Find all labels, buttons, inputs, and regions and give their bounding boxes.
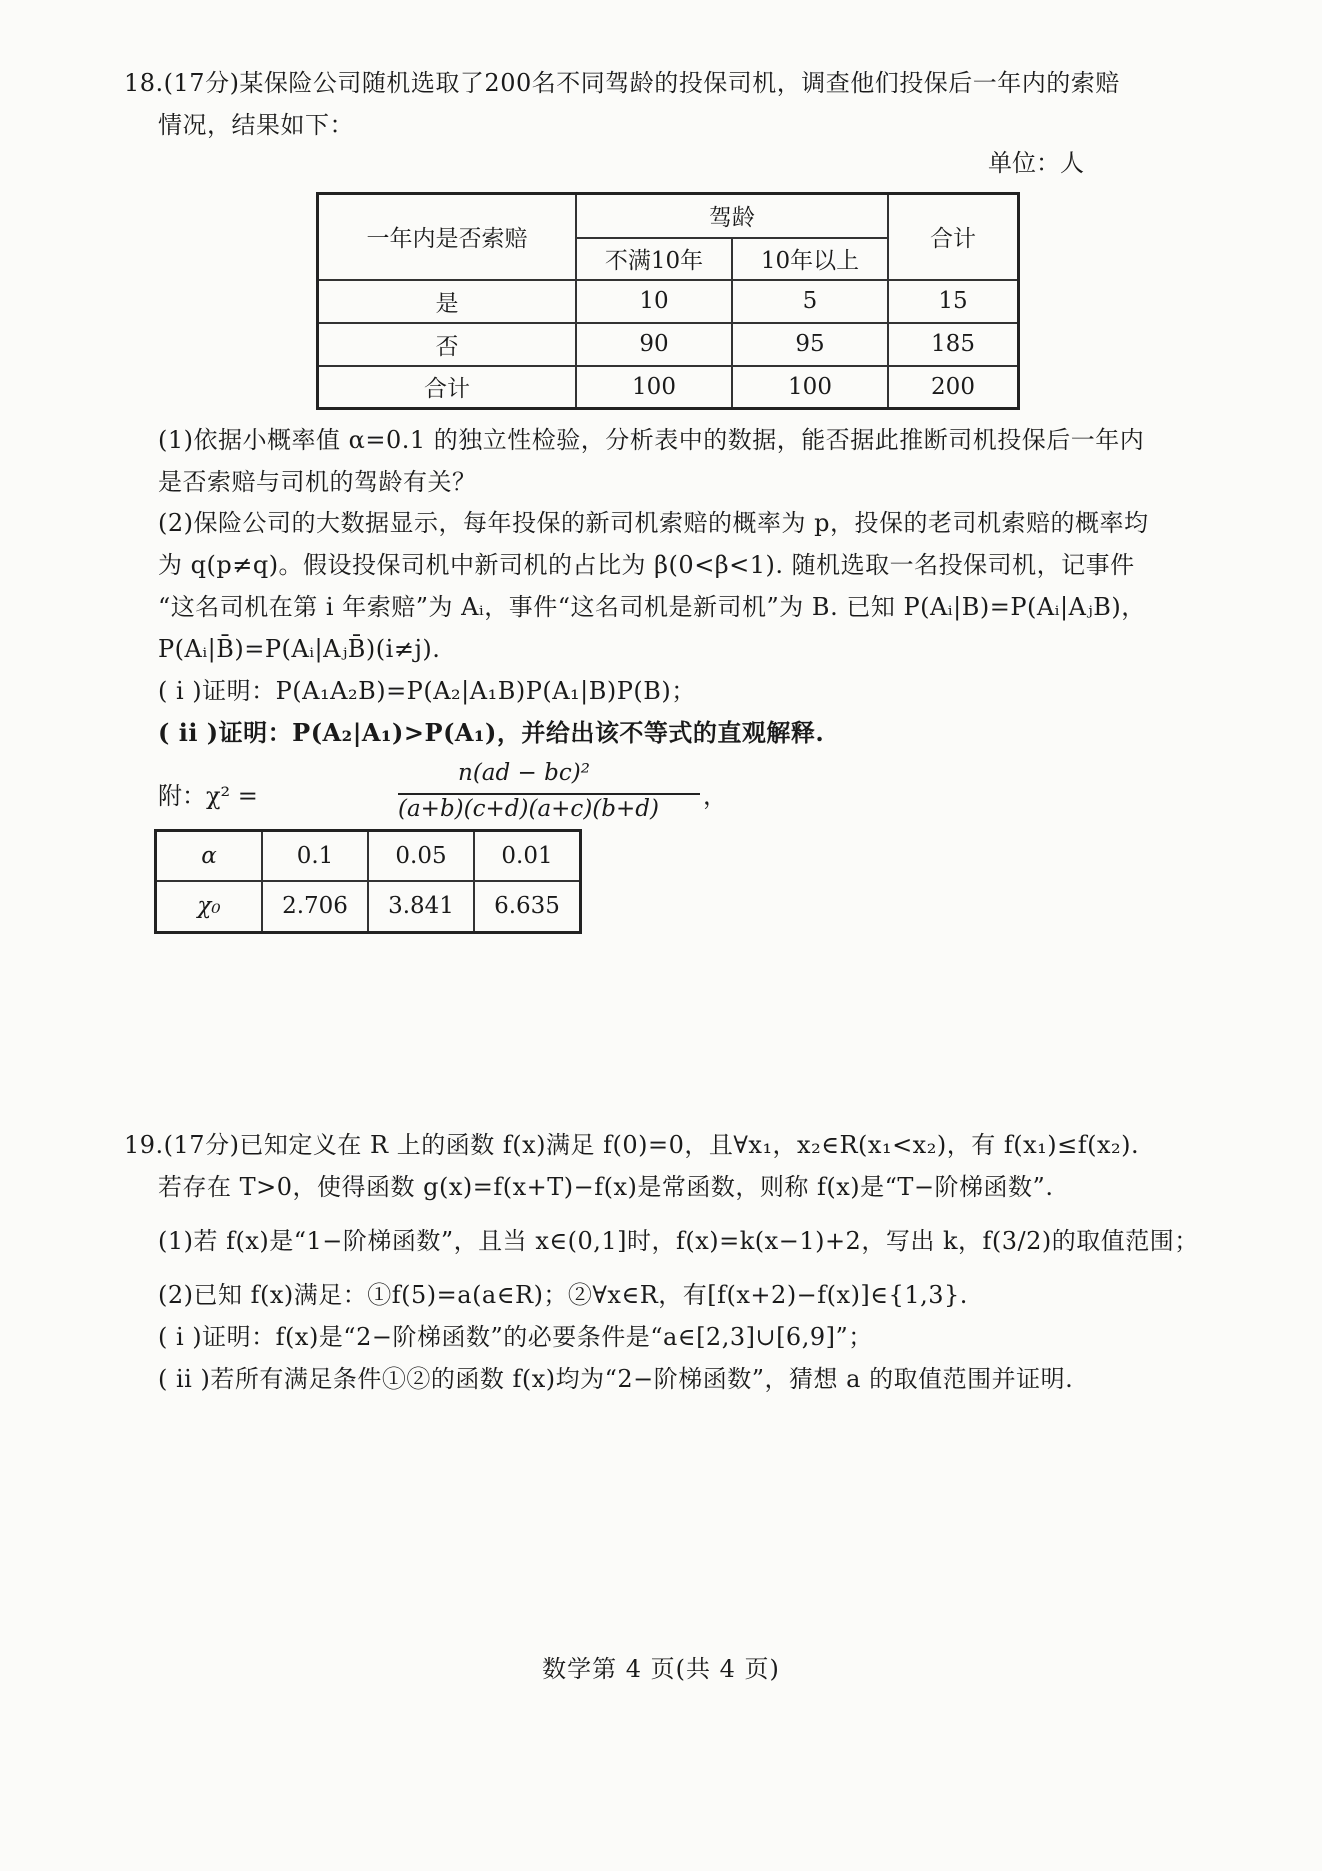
q19-part2-sub-i: ( i )证明：f(x)是“2−阶梯函数”的必要条件是“a∈[2,3]∪[6,9]”； <box>158 1323 873 1351</box>
q19-part2: (2)已知 f(x)满足：①f(5)=a(a∈R)；②∀x∈R，有[f(x+2)−f(x)]∈{1,3}. <box>158 1281 968 1309</box>
formula-lead: 附：χ² = <box>158 782 258 810</box>
critical-value-table <box>154 829 582 934</box>
table-cell: 3.841 <box>368 881 474 933</box>
q19-stem-line1: 19.(17分)已知定义在 R 上的函数 f(x)满足 f(0)=0，且∀x₁，x₂∈R(x₁<x₂)，有 f(x₁)≤f(x₂). <box>124 1131 1140 1159</box>
q18-part2-sub-i: ( i )证明：P(A₁A₂B)=P(A₂|A₁B)P(A₁|B)P(B)； <box>158 677 696 705</box>
table-cell: 是 <box>318 280 577 323</box>
table-row <box>156 831 581 881</box>
chi-label: χ₀ <box>156 881 263 933</box>
table-cell: 0.01 <box>474 831 581 881</box>
table-cell: 185 <box>888 323 1019 366</box>
q18-part2-sub-ii: ( ii )证明：P(A₂|A₁)>P(A₁)，并给出该不等式的直观解释. <box>158 718 825 747</box>
formula-denominator: (a+b)(c+d)(a+c)(b+d) <box>398 796 659 822</box>
fraction-bar <box>398 793 700 795</box>
table-row <box>156 881 581 933</box>
q18-part2-line3: “这名司机在第 i 年索赔”为 Aᵢ，事件“这名司机是新司机”为 B. 已知 P(Aᵢ|B)=P(Aᵢ|AⱼB)， <box>158 593 1146 621</box>
table-cell: 0.1 <box>262 831 368 881</box>
q19-part2-sub-ii: ( ii )若所有满足条件①②的函数 f(x)均为“2−阶梯函数”，猜想 a 的取值范围并证明. <box>158 1365 1074 1393</box>
q18-contingency-table <box>316 192 1020 410</box>
q18-stem-line1: 18.(17分)某保险公司随机选取了200名不同驾龄的投保司机，调查他们投保后一年内的索赔 <box>124 69 1120 97</box>
table-col-b-header: 10年以上 <box>732 238 888 280</box>
table-cell: 合计 <box>318 366 577 409</box>
table-group-header: 驾龄 <box>576 194 888 238</box>
table-cell: 2.706 <box>262 881 368 933</box>
table-row-header: 一年内是否索赔 <box>318 194 577 280</box>
table-total-header: 合计 <box>888 194 1019 280</box>
table-cell: 15 <box>888 280 1019 323</box>
table-cell: 6.635 <box>474 881 581 933</box>
table-cell: 10 <box>576 280 732 323</box>
alpha-label: α <box>156 831 263 881</box>
q19-part1: (1)若 f(x)是“1−阶梯函数”，且当 x∈(0,1]时，f(x)=k(x−1)+2，写出 k，f(3/2)的取值范围； <box>158 1227 1199 1255</box>
table-row <box>318 280 1019 323</box>
q18-part2-line1: (2)保险公司的大数据显示，每年投保的新司机索赔的概率为 p，投保的老司机索赔的概率均 <box>158 509 1149 537</box>
page-footer: 数学第 4 页(共 4 页) <box>542 1655 780 1683</box>
table-cell: 0.05 <box>368 831 474 881</box>
table-row <box>318 366 1019 409</box>
table-col-a-header: 不满10年 <box>576 238 732 280</box>
table-cell: 100 <box>576 366 732 409</box>
q18-part2-line4: P(Aᵢ|B̄)=P(Aᵢ|AⱼB̄)(i≠j). <box>158 635 441 663</box>
table-cell: 否 <box>318 323 577 366</box>
formula-numerator: n(ad − bc)² <box>458 760 590 786</box>
formula-tail: ， <box>703 782 727 810</box>
table-cell: 95 <box>732 323 888 366</box>
q18-part2-line2: 为 q(p≠q)。假设投保司机中新司机的占比为 β(0<β<1). 随机选取一名投保司机，记事件 <box>158 551 1135 579</box>
table-cell: 5 <box>732 280 888 323</box>
table-cell: 100 <box>732 366 888 409</box>
table-cell: 200 <box>888 366 1019 409</box>
q19-stem-line2: 若存在 T>0，使得函数 g(x)=f(x+T)−f(x)是常函数，则称 f(x)是“T−阶梯函数”. <box>158 1173 1054 1201</box>
table-cell: 90 <box>576 323 732 366</box>
q18-unit-label: 单位：人 <box>988 149 1084 177</box>
table-row <box>318 323 1019 366</box>
q18-stem-line2: 情况，结果如下： <box>158 111 354 139</box>
q18-part1-line1: (1)依据小概率值 α=0.1 的独立性检验，分析表中的数据，能否据此推断司机投保后一年内 <box>158 426 1145 454</box>
chi-square-formula <box>158 760 727 824</box>
q18-part1-line2: 是否索赔与司机的驾龄有关？ <box>158 468 477 496</box>
